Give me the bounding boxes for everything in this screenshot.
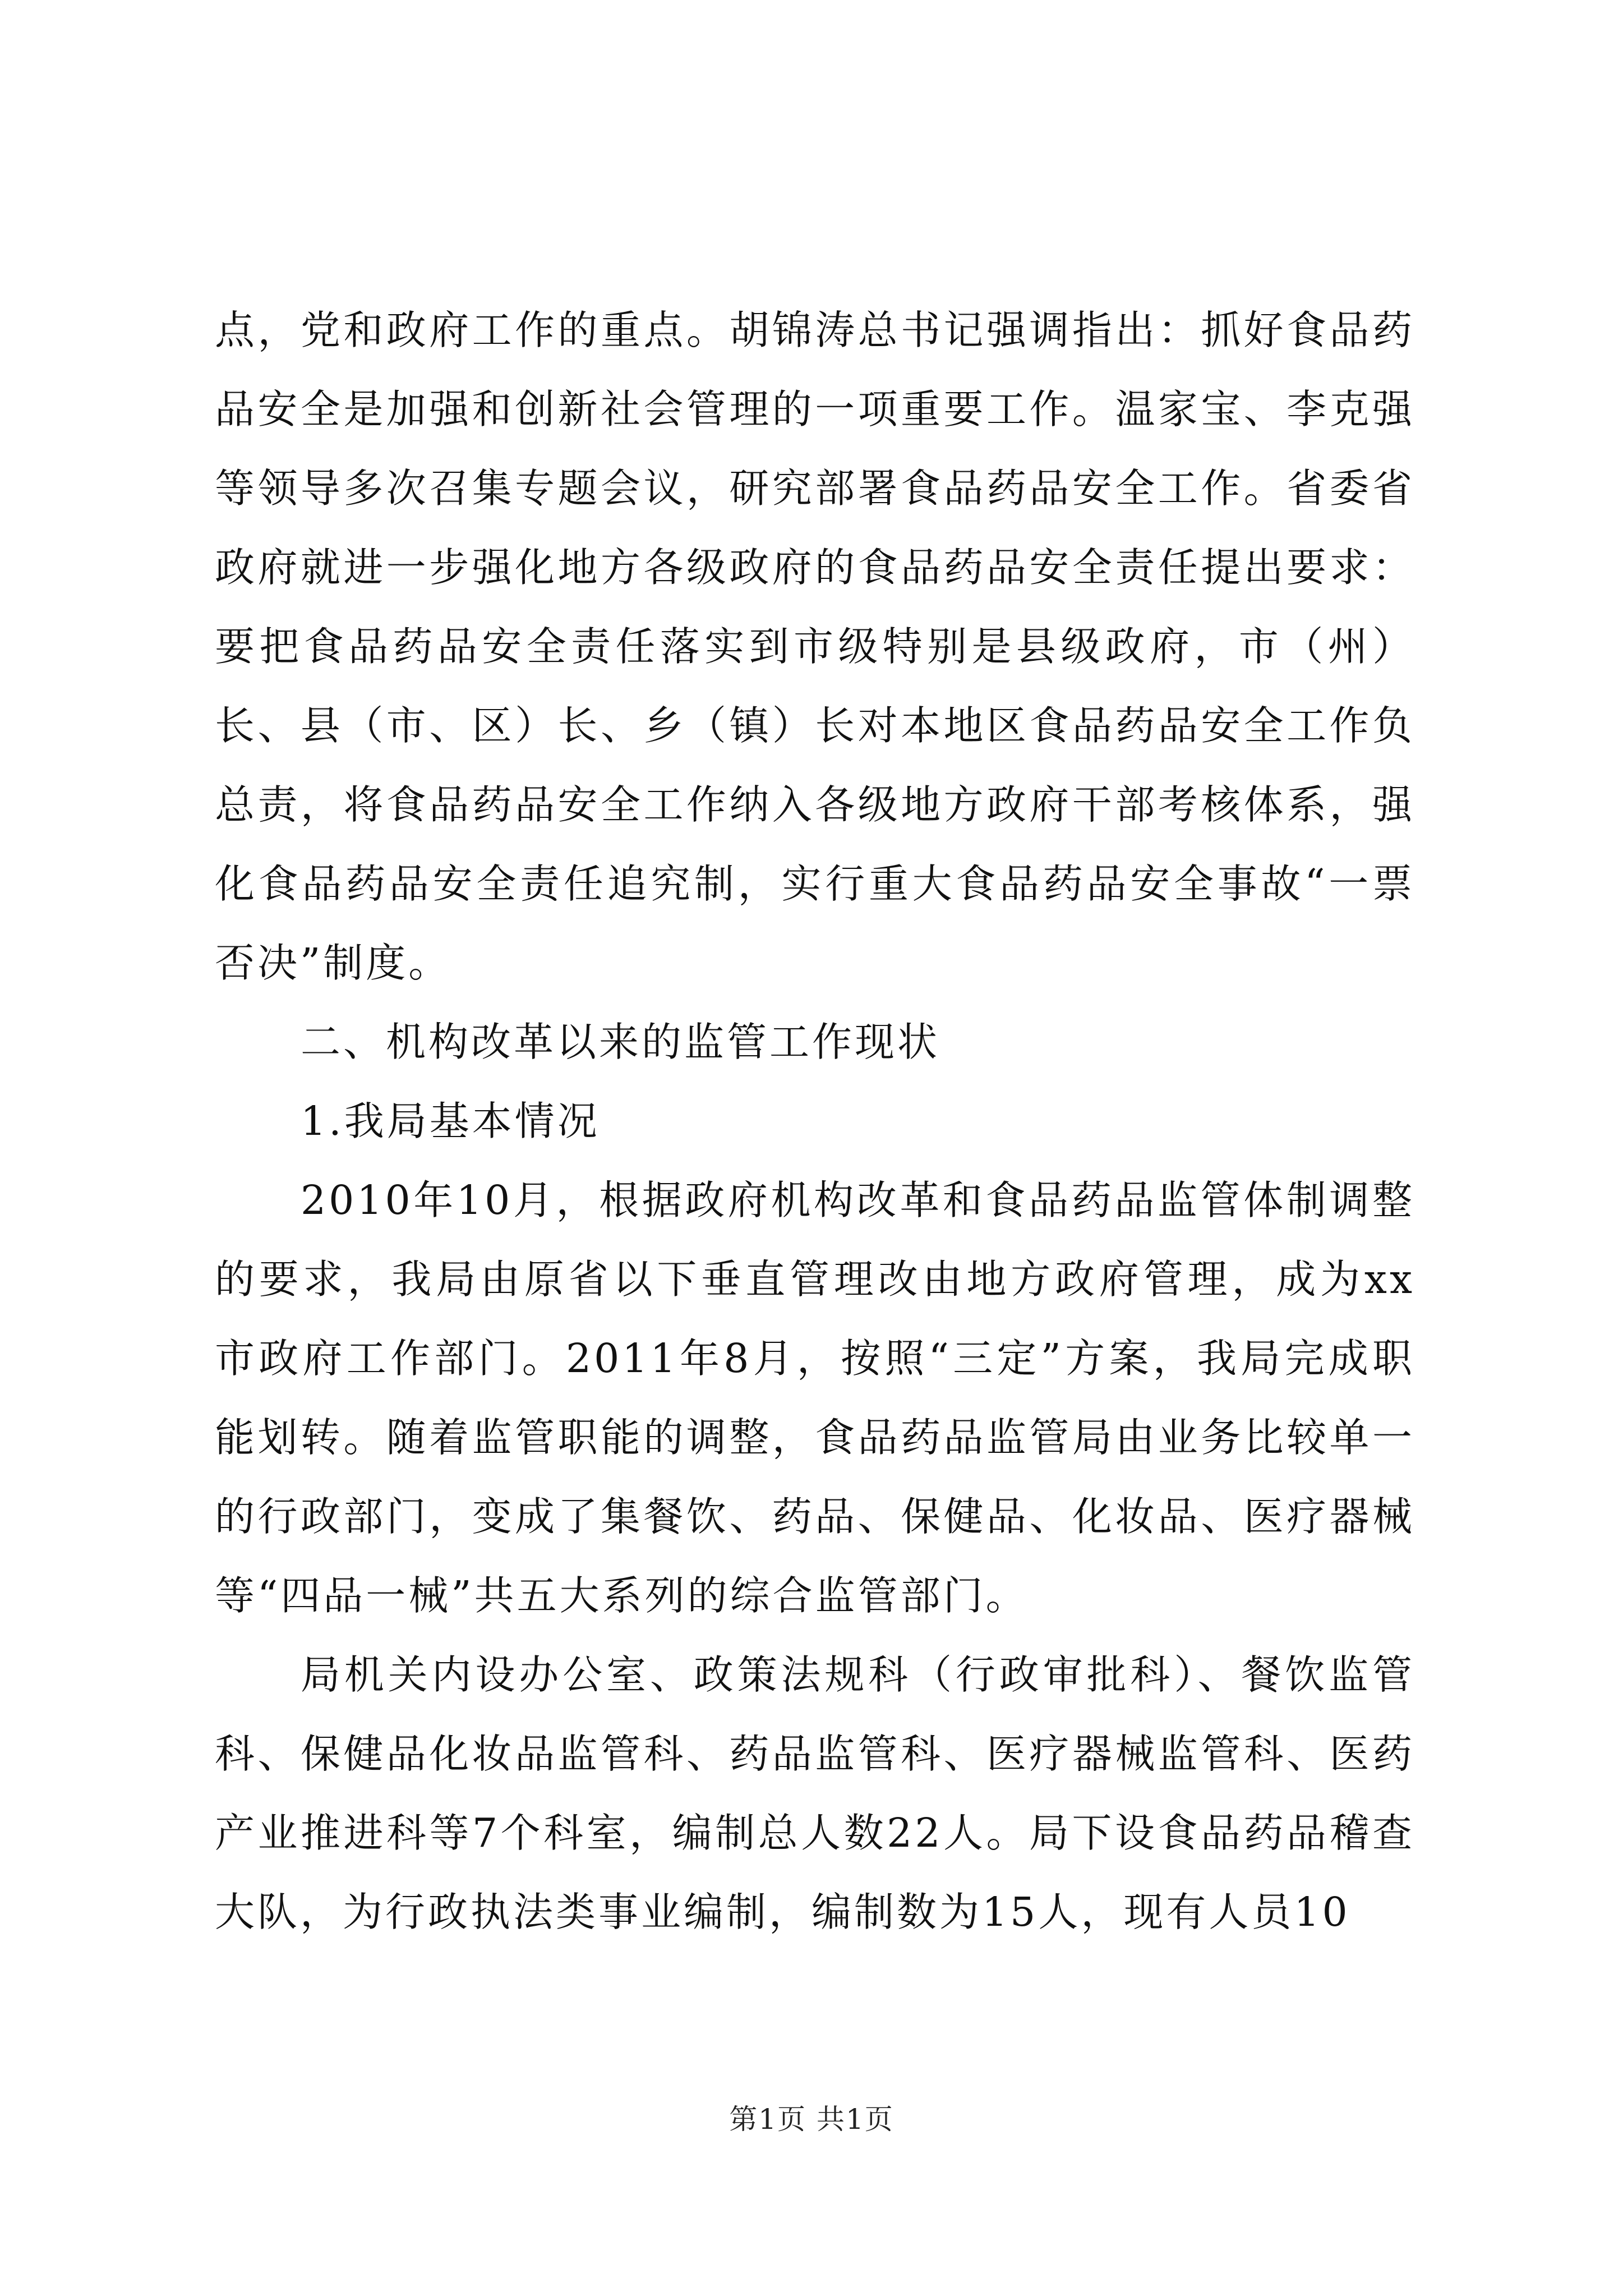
document-body: [215, 291, 1415, 1952]
paragraph-responsibility: 点，党和政府工作的重点。胡锦涛总书记强调指出：抓好食品药品安全是加强和创新社会管理的一项重要工作。温家宝、李克强等领导多次召集专题会议，研究部署食品药品安全工作。省委省政府就进一步强化地方各级政府的食品药品安全责任提出要求：要把食品药品安全责任落实到市级特别是县级政府，市（州）长、县（市、区）长、乡（镇）长对本地区食品药品安全工作负总责，将食品药品安全工作纳入各级地方政府干部考核体系，强化食品药品安全责任追究制，实行重大食品药品安全事故“一票否决”制度。: [215, 307, 1415, 986]
section-heading-regulatory-status: 二、机构改革以来的监管工作现状: [301, 1019, 940, 1065]
subsection-heading-basic-info: 1.我局基本情况: [301, 1098, 600, 1144]
paragraph-organization-structure: 局机关内设办公室、政策法规科（行政审批科）、餐饮监管科、保健品化妆品监管科、药品监管科、医疗器械监管科、医药产业推进科等7个科室，编制总人数22人。局下设食品药品稽查大队，为行政执法类事业编制，编制数为15人，现有人员10: [215, 1651, 1415, 1935]
paragraph-reform-history: 2010年10月，根据政府机构改革和食品药品监管体制调整的要求，我局由原省以下垂直管理改由地方政府管理，成为xx市政府工作部门。2011年8月，按照“三定”方案，我局完成职能划转。随着监管职能的调整，食品药品监管局由业务比较单一的行政部门，变成了集餐饮、药品、保健品、化妆品、医疗器械等“四品一械”共五大系列的综合监管部门。: [215, 1177, 1415, 1619]
page-footer: 第1页 共1页: [729, 2103, 894, 2136]
